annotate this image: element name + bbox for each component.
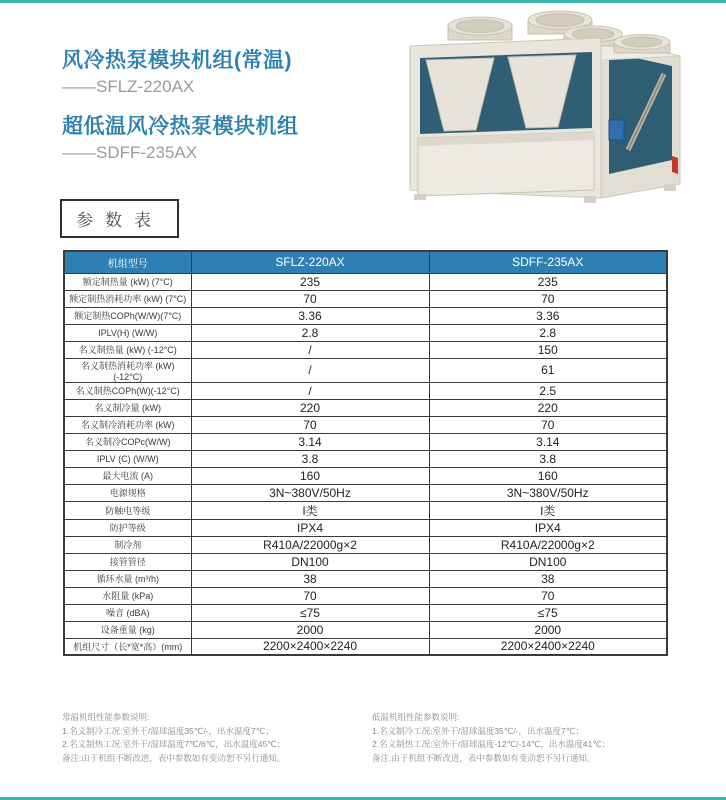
spec-value-cell: 150 bbox=[429, 341, 667, 358]
note-line: 2.名义制热工况:室外干/湿球温度7℃/6℃，出水温度45℃； bbox=[62, 739, 286, 749]
spec-value-cell: R410A/22000g×2 bbox=[429, 536, 667, 553]
spec-value-cell: 220 bbox=[429, 399, 667, 416]
note-low-temp bbox=[372, 711, 680, 765]
spec-label-cell: IPLV (C) (W/W) bbox=[64, 450, 191, 467]
spec-value-cell: 2.5 bbox=[429, 382, 667, 399]
table-row bbox=[64, 307, 667, 324]
spec-label-cell: 额定制热COPh(W/W)(7°C) bbox=[64, 307, 191, 324]
spec-value-cell: ≤75 bbox=[191, 604, 429, 621]
table-row bbox=[64, 604, 667, 621]
table-row bbox=[64, 638, 667, 655]
spec-label-cell: 电源规格 bbox=[64, 484, 191, 501]
table-row bbox=[64, 433, 667, 450]
table-row bbox=[64, 519, 667, 536]
spec-value-cell: 3N~380V/50Hz bbox=[429, 484, 667, 501]
table-row bbox=[64, 382, 667, 399]
spec-value-cell: 70 bbox=[191, 290, 429, 307]
product-1-title: 风冷热泵模块机组(常温) bbox=[62, 49, 292, 72]
header-titles bbox=[62, 48, 392, 164]
spec-value-cell: 70 bbox=[429, 290, 667, 307]
spec-value-cell: / bbox=[191, 382, 429, 399]
table-row bbox=[64, 467, 667, 484]
spec-value-cell: DN100 bbox=[191, 553, 429, 570]
spec-value-cell: 2.8 bbox=[191, 324, 429, 341]
table-row bbox=[64, 587, 667, 604]
note-line: 1.名义制冷工况:室外干/湿球温度35℃/-，出水温度7℃； bbox=[372, 725, 584, 736]
spec-value-cell: 235 bbox=[429, 273, 667, 290]
spec-label-cell: 制冷剂 bbox=[64, 536, 191, 553]
spec-label-cell: IPLV(H) (W/W) bbox=[64, 324, 191, 341]
spec-value-cell: 2000 bbox=[429, 621, 667, 638]
spec-value-cell: 2.8 bbox=[429, 324, 667, 341]
spec-value-cell: 160 bbox=[429, 467, 667, 484]
product-2-model: ——SDFF-235AX bbox=[62, 143, 198, 162]
col-header-sflz-220ax: SFLZ-220AX bbox=[191, 251, 429, 273]
spec-value-cell: 235 bbox=[191, 273, 429, 290]
note-right-title: 低温机组性能参数说明: bbox=[372, 712, 460, 722]
spec-value-cell: 2200×2400×2240 bbox=[191, 638, 429, 655]
table-row bbox=[64, 273, 667, 290]
spec-label-cell: 接管管径 bbox=[64, 553, 191, 570]
table-row bbox=[64, 553, 667, 570]
spec-value-cell: 3.36 bbox=[191, 307, 429, 324]
spec-value-cell: / bbox=[191, 341, 429, 358]
spec-value-cell: 220 bbox=[191, 399, 429, 416]
table-row bbox=[64, 416, 667, 433]
spec-label-cell: 额定制热量 (kW) (7°C) bbox=[64, 273, 191, 290]
section-title-parameter-table: 参数表 bbox=[60, 199, 179, 238]
col-header-sdff-235ax: SDFF-235AX bbox=[429, 251, 667, 273]
table-row bbox=[64, 450, 667, 467]
spec-value-cell: 160 bbox=[191, 467, 429, 484]
spec-value-cell: 70 bbox=[429, 416, 667, 433]
col-header-model: 机组型号 bbox=[64, 251, 191, 273]
spec-label-cell: 机组尺寸（长*宽*高）(mm) bbox=[64, 638, 191, 655]
note-line: 备注:由于机组不断改进，表中参数如有变动恕不另行通知。 bbox=[62, 752, 286, 763]
spec-value-cell: 2000 bbox=[191, 621, 429, 638]
spec-label-cell: 名义制冷消耗功率 (kW) bbox=[64, 416, 191, 433]
spec-value-cell: DN100 bbox=[429, 553, 667, 570]
table-row bbox=[64, 621, 667, 638]
spec-value-cell: 3.8 bbox=[191, 450, 429, 467]
table-row bbox=[64, 290, 667, 307]
spec-label-cell: 最大电流 (A) bbox=[64, 467, 191, 484]
spec-value-cell: 38 bbox=[191, 570, 429, 587]
spec-label-cell: 名义制冷COPc(W/W) bbox=[64, 433, 191, 450]
spec-label-cell: 防护等级 bbox=[64, 519, 191, 536]
spec-value-cell: 2200×2400×2240 bbox=[429, 638, 667, 655]
spec-value-cell: ≤75 bbox=[429, 604, 667, 621]
spec-value-cell: 3.14 bbox=[191, 433, 429, 450]
spec-value-cell: 3.36 bbox=[429, 307, 667, 324]
table-row bbox=[64, 501, 667, 519]
spec-label-cell: 名义制热COPh(W)(-12°C) bbox=[64, 382, 191, 399]
top-accent-bar bbox=[0, 0, 726, 3]
spec-label-cell: 名义制热量 (kW) (-12°C) bbox=[64, 341, 191, 358]
spec-label-cell: 防触电等级 bbox=[64, 501, 191, 519]
table-row bbox=[64, 536, 667, 553]
note-left-lines bbox=[62, 725, 370, 766]
product-2-block bbox=[62, 114, 392, 164]
spec-value-cell: 70 bbox=[429, 587, 667, 604]
note-line: 备注:由于机组不断改进，表中参数如有变动恕不另行通知。 bbox=[372, 752, 596, 763]
note-normal-temp bbox=[62, 711, 370, 765]
spec-value-cell: I类 bbox=[429, 501, 667, 519]
spec-label-cell: 循环水量 (m³/h) bbox=[64, 570, 191, 587]
product-photo bbox=[388, 8, 718, 218]
table-row bbox=[64, 358, 667, 382]
product-1-block bbox=[62, 48, 392, 98]
table-row bbox=[64, 341, 667, 358]
spec-label-cell: 名义制冷量 (kW) bbox=[64, 399, 191, 416]
spec-value-cell: R410A/22000g×2 bbox=[191, 536, 429, 553]
note-line: 1.名义制冷工况:室外干/湿球温度35℃/-，出水温度7℃； bbox=[62, 725, 274, 736]
spec-value-cell: 3N~380V/50Hz bbox=[191, 484, 429, 501]
spec-value-cell: IPX4 bbox=[191, 519, 429, 536]
note-left-title: 常温机组性能参数说明: bbox=[62, 712, 150, 722]
spec-label-cell: 水阻量 (kPa) bbox=[64, 587, 191, 604]
product-2-title: 超低温风冷热泵模块机组 bbox=[62, 115, 299, 138]
table-row bbox=[64, 570, 667, 587]
spec-value-cell: / bbox=[191, 358, 429, 382]
spec-value-cell: 70 bbox=[191, 416, 429, 433]
table-row bbox=[64, 324, 667, 341]
product-1-model: ——SFLZ-220AX bbox=[62, 77, 195, 96]
spec-label-cell: 噪音 (dBA) bbox=[64, 604, 191, 621]
spec-label-cell: 名义制热消耗功率 (kW) (-12°C) bbox=[64, 358, 191, 382]
note-right-lines bbox=[372, 725, 680, 766]
heat-pump-unit-illustration bbox=[388, 8, 718, 218]
spec-value-cell: 61 bbox=[429, 358, 667, 382]
table-row bbox=[64, 399, 667, 416]
note-line: 2.名义制热工况:室外干/湿球温度-12℃/-14℃，出水温度41℃； bbox=[372, 739, 611, 749]
spec-value-cell: 3.14 bbox=[429, 433, 667, 450]
table-header-row bbox=[64, 251, 667, 273]
spec-table bbox=[63, 250, 668, 656]
spec-label-cell: 额定制热消耗功率 (kW) (7°C) bbox=[64, 290, 191, 307]
table-row bbox=[64, 484, 667, 501]
spec-value-cell: 3.8 bbox=[429, 450, 667, 467]
spec-label-cell: 设备重量 (kg) bbox=[64, 621, 191, 638]
spec-value-cell: IPX4 bbox=[429, 519, 667, 536]
spec-value-cell: 38 bbox=[429, 570, 667, 587]
spec-value-cell: I类 bbox=[191, 501, 429, 519]
spec-table-body bbox=[64, 273, 667, 655]
spec-value-cell: 70 bbox=[191, 587, 429, 604]
